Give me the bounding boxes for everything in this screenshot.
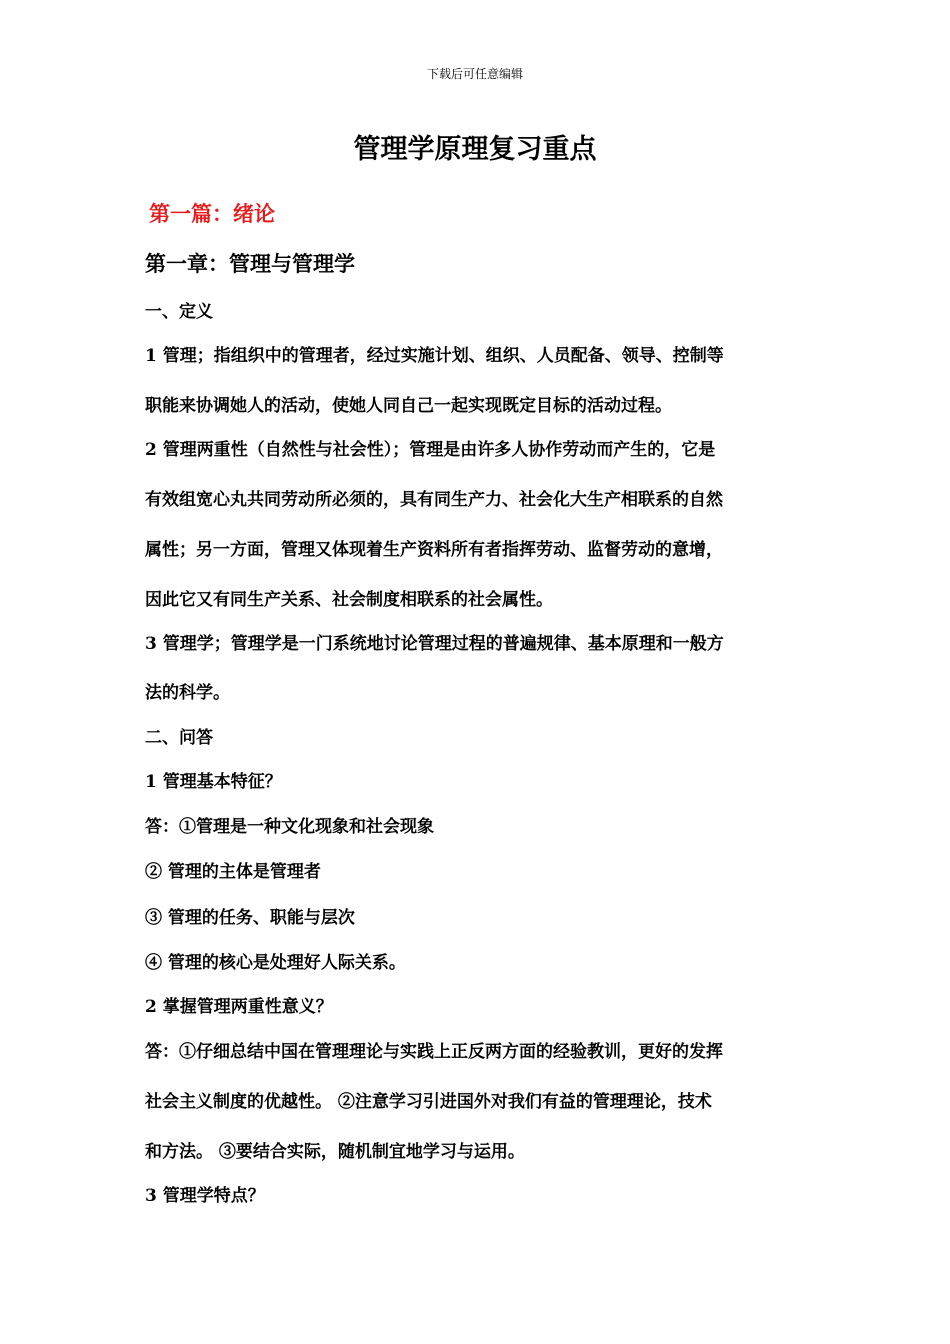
paragraph-line: 2 管理两重性（自然性与社会性）；管理是由许多人协作劳动而产生的，它是 [145,440,716,460]
answer-line: ③ 管理的任务、职能与层次 [145,908,355,928]
answer-line: ② 管理的主体是管理者 [145,862,321,882]
part-heading: 第一篇：绪论 [149,201,275,226]
paragraph-line: 有效组宽心丸共同劳动所必须的，具有同生产力、社会化大生产相联系的自然 [145,490,723,510]
page-header-note: 下载后可任意编辑 [426,67,523,81]
paragraph-line: 职能来协调她人的活动，使她人同自己一起实现既定目标的活动过程。 [145,396,672,416]
section-heading-qa: 二、问答 [145,728,213,748]
paragraph-line: 法的科学。 [145,683,230,703]
question-line: 2 掌握管理两重性意义？ [145,997,333,1017]
answer-line: 答：①管理是一种文化现象和社会现象 [145,817,434,837]
question-line: 1 管理基本特征？ [145,772,282,792]
chapter-heading: 第一章：管理与管理学 [145,251,355,276]
section-heading-definitions: 一、定义 [145,302,213,322]
answer-line: 社会主义制度的优越性。 ②注意学习引进国外对我们有益的管理理论，技术 [145,1092,712,1112]
answer-line: 答：①仔细总结中国在管理理论与实践上正反两方面的经验教训，更好的发挥 [145,1042,723,1062]
paragraph-line: 1 管理；指组织中的管理者，经过实施计划、组织、人员配备、领导、控制等 [145,346,724,366]
paragraph-line: 3 管理学；管理学是一门系统地讨论管理过程的普遍规律、基本原理和一般方 [145,634,724,654]
answer-line: 和方法。 ③要结合实际，随机制宜地学习与运用。 [145,1142,525,1162]
paragraph-line: 属性；另一方面，管理又体现着生产资料所有者指挥劳动、监督劳动的意增， [145,540,723,560]
question-line: 3 管理学特点？ [145,1186,265,1206]
answer-line: ④ 管理的核心是处理好人际关系。 [145,953,406,973]
paragraph-line: 因此它又有同生产关系、社会制度相联系的社会属性。 [145,590,553,610]
document-title: 管理学原理复习重点 [353,134,597,165]
